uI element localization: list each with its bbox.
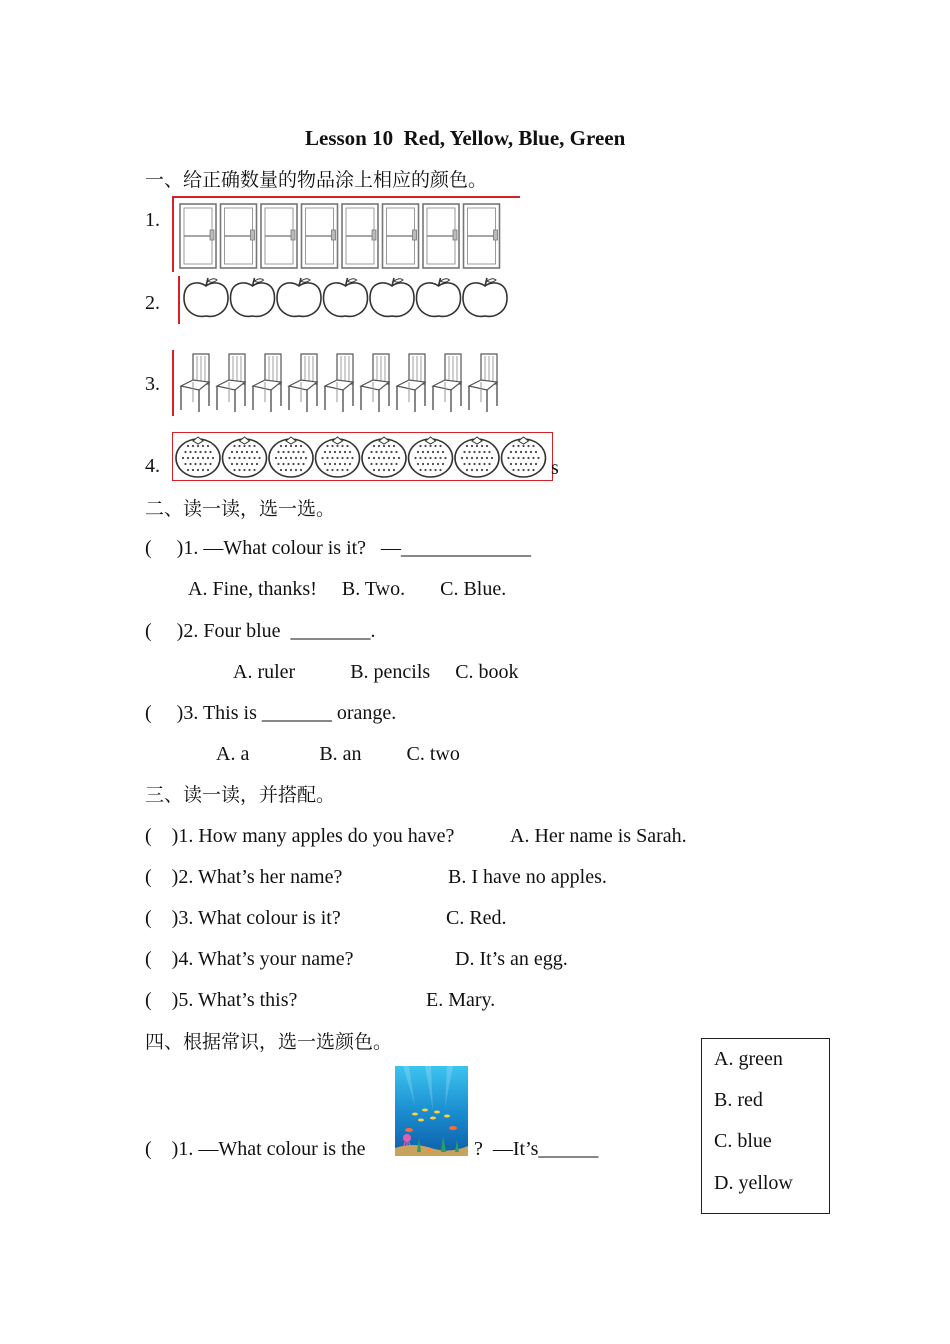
s4-q1-text: ( )1. —What colour is the xyxy=(145,1138,366,1160)
s3-question-2: ( )2. What’s her name? xyxy=(145,866,343,888)
row4-trailing-text: s xyxy=(551,457,559,479)
choice-b: B. red xyxy=(714,1089,763,1111)
window-icon xyxy=(383,204,419,268)
s2-q2-text: ( )2. Four blue ________. xyxy=(145,620,376,642)
chair-icon xyxy=(469,354,497,412)
s3-question-5: ( )5. What’s this? xyxy=(145,989,298,1011)
s2-q1-options: A. Fine, thanks! B. Two. C. Blue. xyxy=(188,578,507,600)
chair-icon xyxy=(361,354,389,412)
choice-d: D. yellow xyxy=(714,1172,793,1194)
chair-icon xyxy=(397,354,425,412)
page-title: Lesson 10 Red, Yellow, Blue, Green xyxy=(305,126,626,150)
section1-heading: 一、给正确数量的物品涂上相应的颜色。 xyxy=(145,169,488,191)
orange-icon xyxy=(455,437,499,477)
s3-answer-b: B. I have no apples. xyxy=(448,866,607,888)
s2-q2-options: A. ruler B. pencils C. book xyxy=(233,661,519,683)
apple-icon xyxy=(277,278,321,316)
section2-heading: 二、读一读，选一选。 xyxy=(145,498,336,520)
s3-question-1: ( )1. How many apples do you have? xyxy=(145,825,455,847)
row1-left-marker xyxy=(172,196,174,272)
chairs-row xyxy=(175,352,505,414)
orange-icon xyxy=(176,437,220,477)
row2-number: 2. xyxy=(145,292,160,314)
orange-icon xyxy=(269,437,313,477)
window-icon xyxy=(342,204,378,268)
s3-answer-c: C. Red. xyxy=(446,907,507,929)
apple-icon xyxy=(184,278,228,316)
window-icon xyxy=(464,204,500,268)
orange-icon xyxy=(502,437,546,477)
chair-icon xyxy=(181,354,209,412)
s2-q3-text: ( )3. This is _______ orange. xyxy=(145,702,397,724)
chair-icon xyxy=(325,354,353,412)
chair-icon xyxy=(289,354,317,412)
choice-a: A. green xyxy=(714,1048,783,1070)
chair-icon xyxy=(253,354,281,412)
orange-icon xyxy=(362,437,406,477)
s3-question-3: ( )3. What colour is it? xyxy=(145,907,341,929)
section3-heading: 三、读一读，并搭配。 xyxy=(145,784,336,806)
apple-icon xyxy=(370,278,414,316)
orange-icon xyxy=(316,437,360,477)
s3-question-4: ( )4. What’s your name? xyxy=(145,948,354,970)
row3-left-marker xyxy=(172,350,174,416)
apple-icon xyxy=(417,278,461,316)
row1-number: 1. xyxy=(145,209,160,231)
s3-answer-e: E. Mary. xyxy=(426,989,496,1011)
chair-icon xyxy=(433,354,461,412)
window-icon xyxy=(221,204,257,268)
s2-q1-text: ( )1. —What colour is it? —_____________ xyxy=(145,537,532,559)
s3-answer-a: A. Her name is Sarah. xyxy=(510,825,687,847)
windows-row xyxy=(178,202,510,272)
s3-answer-d: D. It’s an egg. xyxy=(455,948,568,970)
apple-icon xyxy=(463,278,507,316)
apple-icon xyxy=(231,278,275,316)
oranges-row xyxy=(174,434,550,480)
apple-icon xyxy=(324,278,368,316)
choice-c: C. blue xyxy=(714,1130,772,1152)
row1-top-marker xyxy=(172,196,520,198)
window-icon xyxy=(261,204,297,268)
apples-row xyxy=(180,276,512,322)
window-icon xyxy=(423,204,459,268)
s4-q1-answer-blank: ? —It’s______ xyxy=(474,1138,599,1160)
row3-number: 3. xyxy=(145,373,160,395)
orange-icon xyxy=(409,437,453,477)
orange-icon xyxy=(223,437,267,477)
row4-number: 4. xyxy=(145,455,160,477)
window-icon xyxy=(180,204,216,268)
s2-q3-options: A. a B. an C. two xyxy=(216,743,460,765)
window-icon xyxy=(302,204,338,268)
chair-icon xyxy=(217,354,245,412)
section4-heading: 四、根据常识，选一选颜色。 xyxy=(145,1031,393,1053)
sea-picture xyxy=(395,1066,468,1156)
